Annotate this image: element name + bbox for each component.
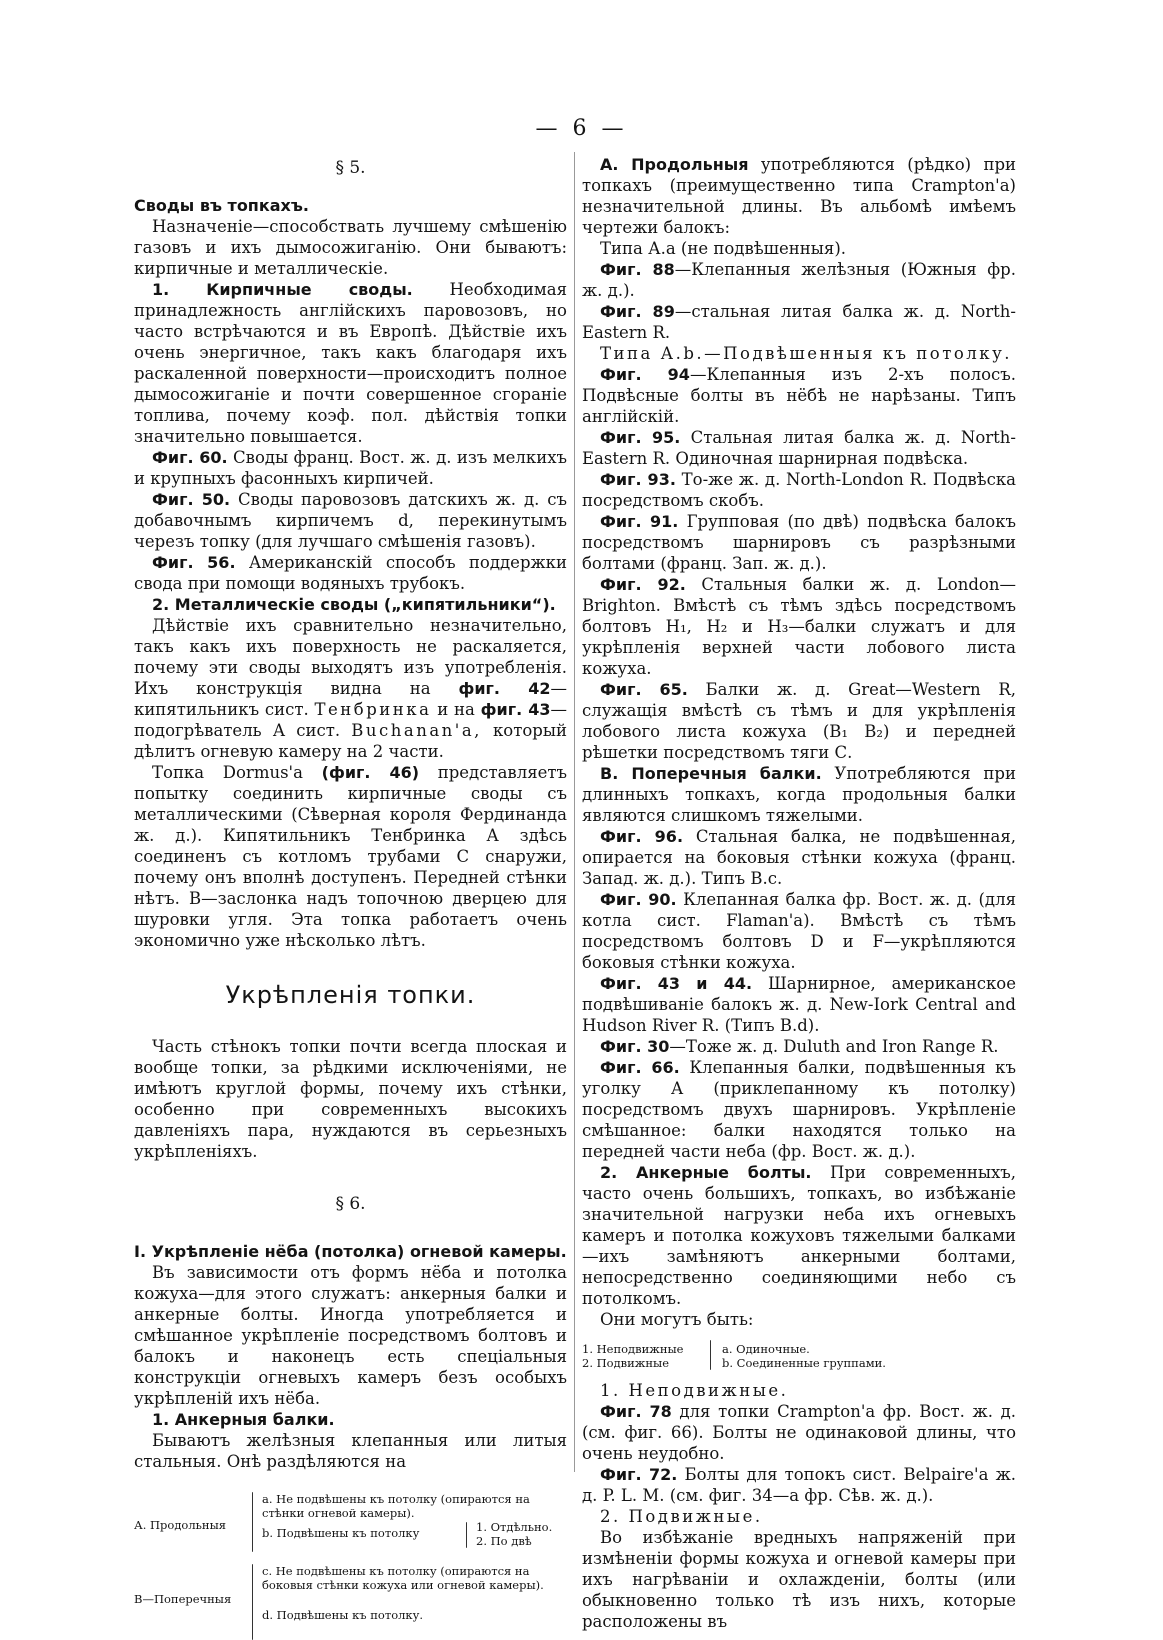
fig30-label: Фиг. 30 (600, 1037, 670, 1056)
brace-A (252, 1492, 253, 1552)
fig60-label: Фиг. 60. (152, 448, 228, 467)
class-c-text: с. Не подвѣшены къ потолку (опираются на боковыя стѣнки кожуха или огневой камеры). (262, 1564, 544, 1592)
dormus-text-1: Топка Dormus'a (152, 763, 303, 782)
brace-bolts (710, 1340, 711, 1370)
nepodv-heading: 1. Неподвижные. (600, 1381, 789, 1400)
fig93-label: Фиг. 93. (600, 470, 676, 489)
class-A-label: А. Продольныя (134, 1518, 226, 1532)
pop-text: Употребляются при длинныхъ топкахъ, когда продольныя балки являются слишкомъ тяжелыми. (582, 764, 1016, 825)
fig56-paragraph (134, 552, 567, 594)
fig78-text: для топки Crampton'a фр. Вост. ж. д. (см. фиг. 66). Болты не одинаковой длины, что очень неудобно. (582, 1402, 1016, 1463)
fig42-label: фиг. 42 (458, 679, 551, 698)
fig4344-label: Фиг. 43 и 44. (600, 974, 753, 993)
fig88-paragraph (582, 259, 1016, 301)
class-B-label: В—Поперечныя (134, 1592, 232, 1606)
fig30-text: —Тоже ж. д. Duluth and Iron Range R. (669, 1037, 999, 1056)
fig50-label: Фиг. 50. (152, 490, 231, 509)
ukrep-title: Укрѣпленія топки. (225, 981, 476, 1009)
fig78-paragraph (582, 1401, 1016, 1464)
fig66-label: Фиг. 66. (600, 1058, 680, 1077)
fig4344-text: Шарнирное, американское подвѣшиваніе балокъ ж. д. New-Iork Central and Hudson River R. (Типъ В.d). (582, 974, 1016, 1035)
fig72-text: Болты для топокъ сист. Belpaire'a ж. д. P. L. M. (см. фиг. 34—а фр. Сѣв. ж. д.). (582, 1465, 1016, 1505)
fig65-text: Балки ж. д. Great—Western R, служащія вмѣстѣ съ тѣмъ и для укрѣпленія лобового листа кожуха (B₁ B₂) и передней рѣшетки посредствомъ тяги С. (582, 680, 1016, 762)
class-b-text: b. Подвѣшены къ потолку (262, 1526, 420, 1540)
class-b2-text: 2. По двѣ (476, 1534, 532, 1548)
dormus-text-2: представляетъ попытку соединить кирпичные своды съ металлическими (Сѣверная короля Фердинанда ж. д.). Кипятильникъ Тенбринка А здѣсь соединенъ съ котломъ трубами С снаружи, почему онъ вполнѣ доступенъ. Передней стѣнки нѣтъ. В—заслонка надъ топочною дверцею для шуровки угля. Эта топка работаетъ очень экономично уже нѣсколько лѣтъ. (134, 763, 567, 950)
fig94-paragraph (582, 364, 1016, 427)
fig92-paragraph (582, 574, 1016, 679)
dormus-paragraph (134, 762, 567, 951)
fig60-text: Своды франц. Вост. ж. д. изъ мелкихъ и крупныхъ фасонныхъ кирпичей. (134, 448, 568, 488)
tenbrink-name: Тенбринка (314, 700, 432, 719)
fig89-label: Фиг. 89 (600, 302, 675, 321)
left-column (134, 154, 567, 1640)
class-b1-text: 1. Отдѣльно. (476, 1520, 553, 1534)
fig96-text: Стальная балка, не подвѣшенная, опирается на боковыя стѣнки кожуха (франц. Запад. ж. д.). Типъ В.с. (582, 827, 1017, 888)
ankbolty-text: При современныхъ, часто очень большихъ, топкахъ, во избѣжаніе значительной нагрузки неба ихъ огневыхъ камеръ и потолка кожуховъ тяжелыми балками—ихъ замѣняютъ анкерными болтами, непосредственно соединяющими небо съ потолкомъ. (582, 1163, 1016, 1308)
pop-heading: В. Поперечныя балки. (600, 764, 822, 783)
podv-paragraph: Во избѣжаніе вредныхъ напряженій при измѣненіи формы кожуха и огневой камеры при ихъ нагрѣваніи и охлажденіи, болты (или обыкновенно только тѣ изъ нихъ, которые расположены въ (582, 1528, 1016, 1631)
tipa-ab: Типа А.b.—Подвѣшенныя къ потолку. (600, 344, 1013, 363)
fig72-paragraph (582, 1464, 1016, 1506)
fig91-label: Фиг. 91. (600, 512, 679, 531)
bolt-class-b: b. Соединенные группами. (722, 1356, 886, 1370)
fig90-label: Фиг. 90. (600, 890, 677, 909)
bolt-classification (582, 1336, 1016, 1376)
fig50-text: Своды паровозовъ датскихъ ж. д. съ добавочнымъ кирпичемъ d, перекинутымъ черезъ топку (для лучшаго смѣшенія газовъ). (134, 490, 567, 551)
fig60-paragraph (134, 447, 567, 489)
fig93-paragraph (582, 469, 1016, 511)
section-6-heading: § 6. (335, 1194, 366, 1214)
fig94-text: —Клепанныя изъ 2-хъ полосъ. Подвѣсные болты въ нёбѣ не нарѣзаны. Типъ англійскій. (582, 365, 1016, 426)
kirp-paragraph (134, 279, 567, 447)
buchanan-name: Buchanan'a, (351, 721, 482, 740)
metal-text-5: который дѣлитъ огневую камеру на 2 части. (134, 721, 567, 761)
fig78-label: Фиг. 78 (600, 1402, 672, 1421)
neba-paragraph: Въ зависимости отъ формъ нёба и потолка кожуха—для этого служатъ: анкерныя балки и анкерные болты. Иногда употребляется и смѣшанное укрѣпленіе посредствомъ болтовъ и балокъ и наконецъ есть спеціальныя конструкціи огневыхъ камеръ безъ особыхъ укрѣпленій ихъ нёба. (134, 1263, 567, 1408)
metal-text-2: —кипятильникъ сист. (134, 679, 567, 719)
fig92-text: Стальныя балки ж. д. London—Brighton. Вмѣстѣ съ тѣмъ здѣсь посредствомъ болтовъ H₁, H₂ и H₃—балки служатъ и для укрѣпленія верхней части лобового листа кожуха. (582, 575, 1016, 678)
tipa-aa: Типа А.а (не подвѣшенныя). (600, 239, 847, 258)
fig89-paragraph (582, 301, 1016, 343)
pop-paragraph (582, 763, 1016, 826)
prod-paragraph (582, 154, 1016, 238)
brace-b (466, 1522, 467, 1548)
fig94-label: Фиг. 94 (600, 365, 690, 384)
fig30-paragraph (582, 1036, 1016, 1057)
right-column (582, 154, 1016, 1632)
class-a-text: а. Не подвѣшены къ потолку (опираются на стѣнки огневой камеры). (262, 1492, 530, 1520)
ankbalki-paragraph: Бываютъ желѣзныя клепанныя или литыя стальныя. Онѣ раздѣляются на (134, 1431, 567, 1471)
fig56-text: Американскій способъ поддержки свода при помощи водяныхъ трубокъ. (134, 553, 567, 593)
fig90-paragraph (582, 889, 1016, 973)
fig93-text: То-же ж. д. North-London R. Подвѣска посредствомъ скобъ. (582, 470, 1016, 510)
fig56-label: Фиг. 56. (152, 553, 236, 572)
bolt-class-2: 2. Подвижные (582, 1356, 670, 1370)
class-d-text: d. Подвѣшены къ потолку. (262, 1608, 424, 1622)
kirp-text: Необходимая принадлежность англійскихъ паровозовъ, но часто встрѣчаются и въ Европѣ. Дѣйствіе ихъ очень энергичное, такъ какъ благодаря ихъ раскаленной поверхности—происходитъ полное дымосожиганіе и почти совершенное сгораніе топлива, почему коэф. пол. дѣйствія топки значительно повышается. (134, 280, 567, 446)
section-5-heading: § 5. (335, 158, 366, 178)
metal-text-4: —подогрѣватель А сист. (134, 700, 568, 740)
ankbolty-paragraph (582, 1162, 1016, 1309)
fig90-text: Клепанная балка фр. Вост. ж. д. (для котла сист. Flaman'a). Вмѣстѣ съ тѣмъ посредствомъ болтовъ D и F—укрѣпляются боковыя стѣнки кожуха. (582, 890, 1016, 972)
neba-heading: I. Укрѣпленіе нёба (потолка) огневой камеры. (134, 1242, 567, 1261)
fig4344-paragraph (582, 973, 1016, 1036)
fig96-label: Фиг. 96. (600, 827, 684, 846)
fig95-paragraph (582, 427, 1016, 469)
fig66-text: Клепанныя балки, подвѣшенныя къ уголку А (приклепанному къ потолку) посредствомъ двухъ шарнировъ. Укрѣпленіе смѣшанное: балки находятся только на передней части неба (фр. Вост. ж. д.). (582, 1058, 1016, 1161)
metal-text-1: Дѣйствіе ихъ сравнительно незначительно, такъ какъ ихъ поверхность не раскаляется, почему эти своды выходятъ изъ употребленія. Ихъ конструкція видна на (134, 616, 567, 698)
fig89-text: —стальная литая балка ж. д. North-Eastern R. (582, 302, 1016, 342)
prod-text: употребляются (рѣдко) при топкахъ (преимущественно типа Crampton'a) незначительной длины. Въ альбомѣ имѣемъ чертежи балокъ: (582, 155, 1017, 237)
podv-heading: 2. Подвижные. (600, 1507, 763, 1526)
fig95-label: Фиг. 95. (600, 428, 681, 447)
fig46-label: (фиг. 46) (321, 763, 420, 782)
fig72-label: Фиг. 72. (600, 1465, 678, 1484)
fig50-paragraph (134, 489, 567, 552)
fig91-text: Групповая (по двѣ) подвѣска балокъ посредствомъ шарнировъ съ разрѣзными болтами (франц. Зап. ж. д.). (582, 512, 1017, 573)
bolt-class-1: 1. Неподвижные (582, 1342, 684, 1356)
fig66-paragraph (582, 1057, 1016, 1162)
page-number: — 6 — (535, 116, 628, 141)
fig43-label: фиг. 43 (480, 700, 551, 719)
fig88-label: Фиг. 88 (600, 260, 675, 279)
fig92-label: Фиг. 92. (600, 575, 686, 594)
fig65-paragraph (582, 679, 1016, 763)
metal-heading: 2. Металлическіе своды („кипятильники“). (152, 595, 556, 614)
fig96-paragraph (582, 826, 1016, 889)
fig95-text: Стальная литая балка ж. д. North-Eastern R. Одиночная шарнирная подвѣска. (582, 428, 1016, 468)
brace-B (252, 1564, 253, 1640)
ukrep-paragraph: Часть стѣнокъ топки почти всегда плоская и вообще топки, за рѣдкими исключеніями, не имѣютъ круглой формы, почему ихъ стѣнки, особенно при современныхъ высокихъ давленіяхъ пара, нуждаются въ серьезныхъ укрѣпленіяхъ. (134, 1037, 567, 1161)
prod-heading: А. Продольныя (600, 155, 749, 174)
fig65-label: Фиг. 65. (600, 680, 688, 699)
fig88-text: —Клепанныя желѣзныя (Южныя фр. ж. д.). (582, 260, 1016, 300)
ankbolty-heading: 2. Анкерные болты. (600, 1163, 812, 1182)
bolt-class-a: а. Одиночные. (722, 1342, 810, 1356)
beam-classification (134, 1490, 567, 1640)
column-divider (574, 152, 575, 1472)
kirp-heading: 1. Кирпичные своды. (152, 280, 413, 299)
metal-text-3: и на (437, 700, 475, 719)
metal-paragraph (134, 615, 567, 762)
svody-title: Своды въ топкахъ. (134, 196, 309, 215)
svody-paragraph: Назначеніе—способствать лучшему смѣшенію газовъ и ихъ дымосожиганію. Они бываютъ: кирпичные и металлическіе. (134, 217, 567, 278)
fig91-paragraph (582, 511, 1016, 574)
mogut-text: Они могутъ быть: (600, 1310, 754, 1329)
ankbalki-heading: 1. Анкерныя балки. (152, 1410, 335, 1429)
